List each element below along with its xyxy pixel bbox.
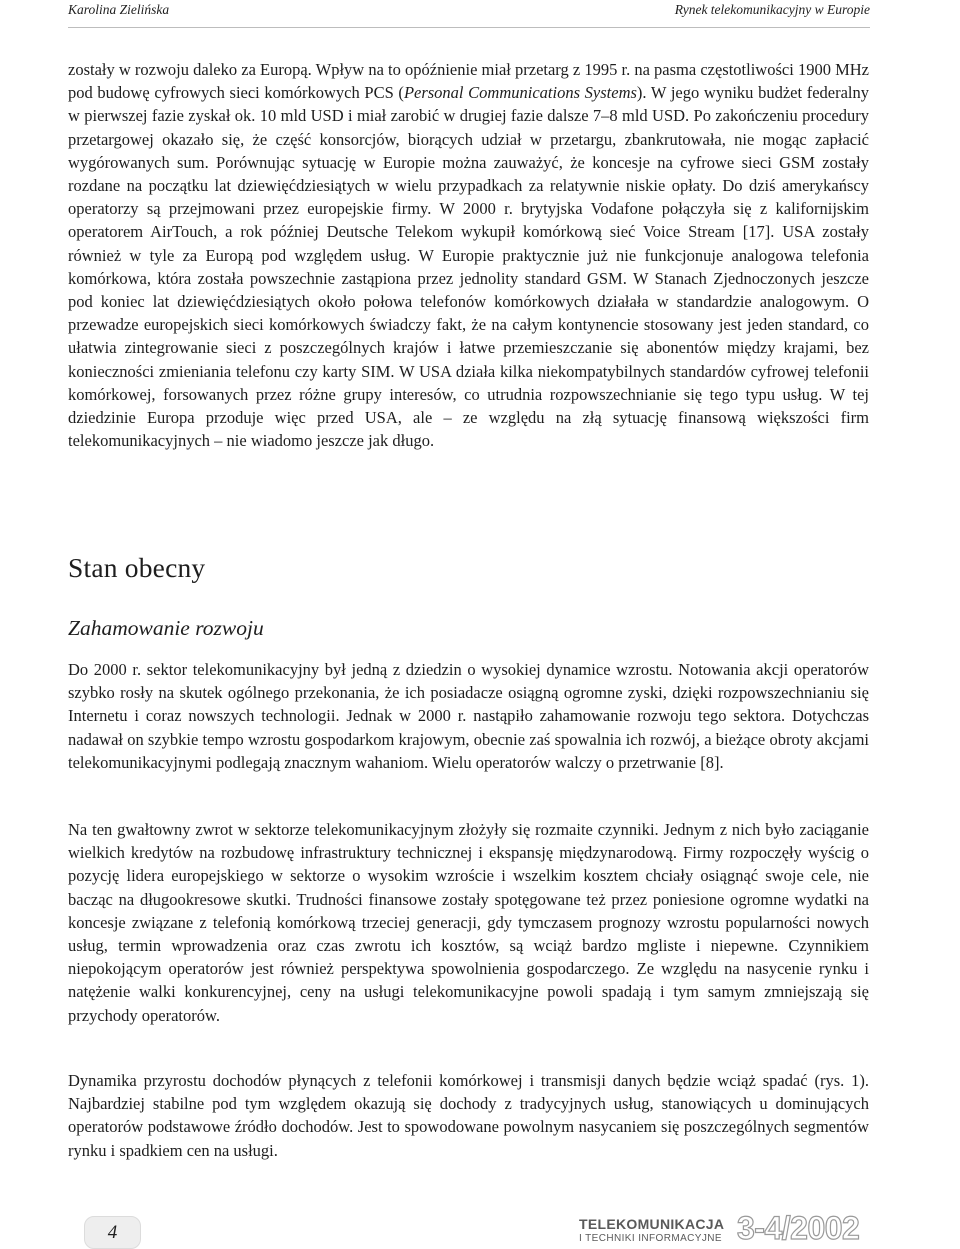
pcs-term: Personal Communications Systems	[403, 83, 637, 103]
paragraph-1-part-b: ). W jego wyniku budżet federalny w pierwszej fazie zyskał ok. 10 mld USD i miał zarobić w drugiej fazie dalsze 7–8 mld USD. Po zakończeniu procedury przetargowej okazało się, że część konsorcjów, biorących udział w przetargu, zbankrutowała, nie mogąc zapłacić wygórowanych sum. Porównując sytuację w Europie można zauważyć, że koncesje na cyfrowe sieci GSM zostały rozdane na początku lat dziewięćdziesiątych w wielu przypadkach za relatywnie niskie opłaty. Do dziś amerykańscy operatorzy są przejmowani przez europejskie firmy. W 2000 r. brytyjska Vodafone połączyła się z kalifornijskim operatorem AirTouch, a rok później Deutsche Telekom wykupił komórkową sieć Voice Stream [17]. USA zostały również w tyle za Europą pod względem usług. W Europie praktycznie już nie funkcjonuje analogowa telefonia komórkowa, która została powszechnie zastąpiona przez jednolity standard GSM. W Stanach Zjednoczonych jeszcze pod koniec lat dziewięćdziesiątych około połowa telefonów komórkowych działała w standardzie analogowym. O przewadze europejskich sieci komórkowych świadczy fakt, że na całym kontynencie stosowany jest jeden standard, co ułatwia zintegrowanie sieci z poszczególnych krajów i łatwe przemieszczanie się abonentów między krajami, bez konieczności zmieniania telefonu czy karty SIM. W USA działa kilka niekompatybilnych standardów cyfrowej telefonii komórkowej, forsowanych przez różne grupy interesów, co utrudnia rozpowszechnianie się tego typu usług. W tej dziedzinie Europa przoduje więc przed USA, ale – ze względu na złą sytuację finansową większości firm telekomunikacyjnych – nie wiadomo jeszcze jak długo.	[68, 83, 870, 451]
author-name: Karolina Zielińska	[68, 2, 170, 17]
section-heading: Stan obecny	[68, 552, 206, 583]
page-header	[68, 0, 870, 28]
paragraph-1-part-a: zostały w rozwoju daleko za Europą. Wpływ na to opóźnienie miał przetarg z 1995 r. na pasma częstotliwości 1900 MHz pod budowę cyfrowych sieci komórkowych PCS (	[68, 60, 869, 103]
magazine-title-line2: I TECHNIKI INFORMACYJNE	[579, 1233, 722, 1244]
magazine-title-line1: TELEKOMUNIKACJA	[579, 1216, 725, 1232]
page-number: 4	[84, 1216, 141, 1249]
issue-number: 3-4/2002	[737, 1210, 860, 1246]
page-footer	[0, 1205, 960, 1248]
paragraph-2: Do 2000 r. sektor telekomunikacyjny był jedną z dziedzin o wysokiej dynamice wzrostu. Notowania akcji operatorów szybko rosły na skutek ogólnego przekonania, że ich posiadacze osiągną ogromne zyski, dzięki rozpowszechnianiu się Internetu i coraz nowszych technologii. Jednak w 2000 r. nastąpiło zahamowanie rozwoju tego sektora. Dotychczas nadawał on szybkie tempo wzrostu gospodarkom krajowym, obecnie zaś spowalnia ich rozwój, a bieżące obroty akcjami telekomunikacyjnymi podlegają znacznym wahaniom. Wielu operatorów walczy o przetrwanie [8].	[68, 660, 869, 772]
running-title: Rynek telekomunikacyjny w Europie	[674, 2, 870, 17]
subsection-heading: Zahamowanie rozwoju	[68, 616, 264, 640]
magazine-logo	[579, 1218, 724, 1245]
paragraph-1	[68, 58, 869, 452]
paragraph-3: Na ten gwałtowny zwrot w sektorze telekomunikacyjnym złożyły się rozmaite czynniki. Jednym z nich było zaciąganie wielkich kredytów na rozbudowę infrastruktury technicznej i ekspansję międzynarodową. Firmy rozpoczęły wyścig o pozycję lidera europejskiego w sektorze o wysokim wzroście i wszelkim kosztem chciały osiągnąć swoje cele, nie bacząc na długookresowe skutki. Trudności finansowe zostały spotęgowane też przez poniesione ogromne wydatki na koncesje związane z telefonią komórkową trzeciej generacji, gdy tymczasem prognozy wzrostu popularności nowych usług, termin wprowadzenia oraz czas zwrotu ich kosztów, są wciąż bardzo mgliste i niepewne. Czynnikiem niepokojącym operatorów jest również perspektywa spowolnienia gospodarczego. Ze względu na nasycenie rynku i natężenie walki konkurencyjnej, ceny na usługi telekomunikacyjne powoli spadają i tym samym zmniejszają się przychody operatorów.	[68, 820, 869, 1025]
paragraph-4: Dynamika przyrostu dochodów płynących z telefonii komórkowej i transmisji danych będzie wciąż spadać (rys. 1). Najbardziej stabilne pod tym względem okazują się dochody z tradycyjnych usług, stanowiących u dominujących operatorów podstawowe źródło dochodów. Jest to spowodowane powolnym nasycaniem się poszczególnych segmentów rynku i spadkiem cen na usługi.	[68, 1071, 869, 1160]
